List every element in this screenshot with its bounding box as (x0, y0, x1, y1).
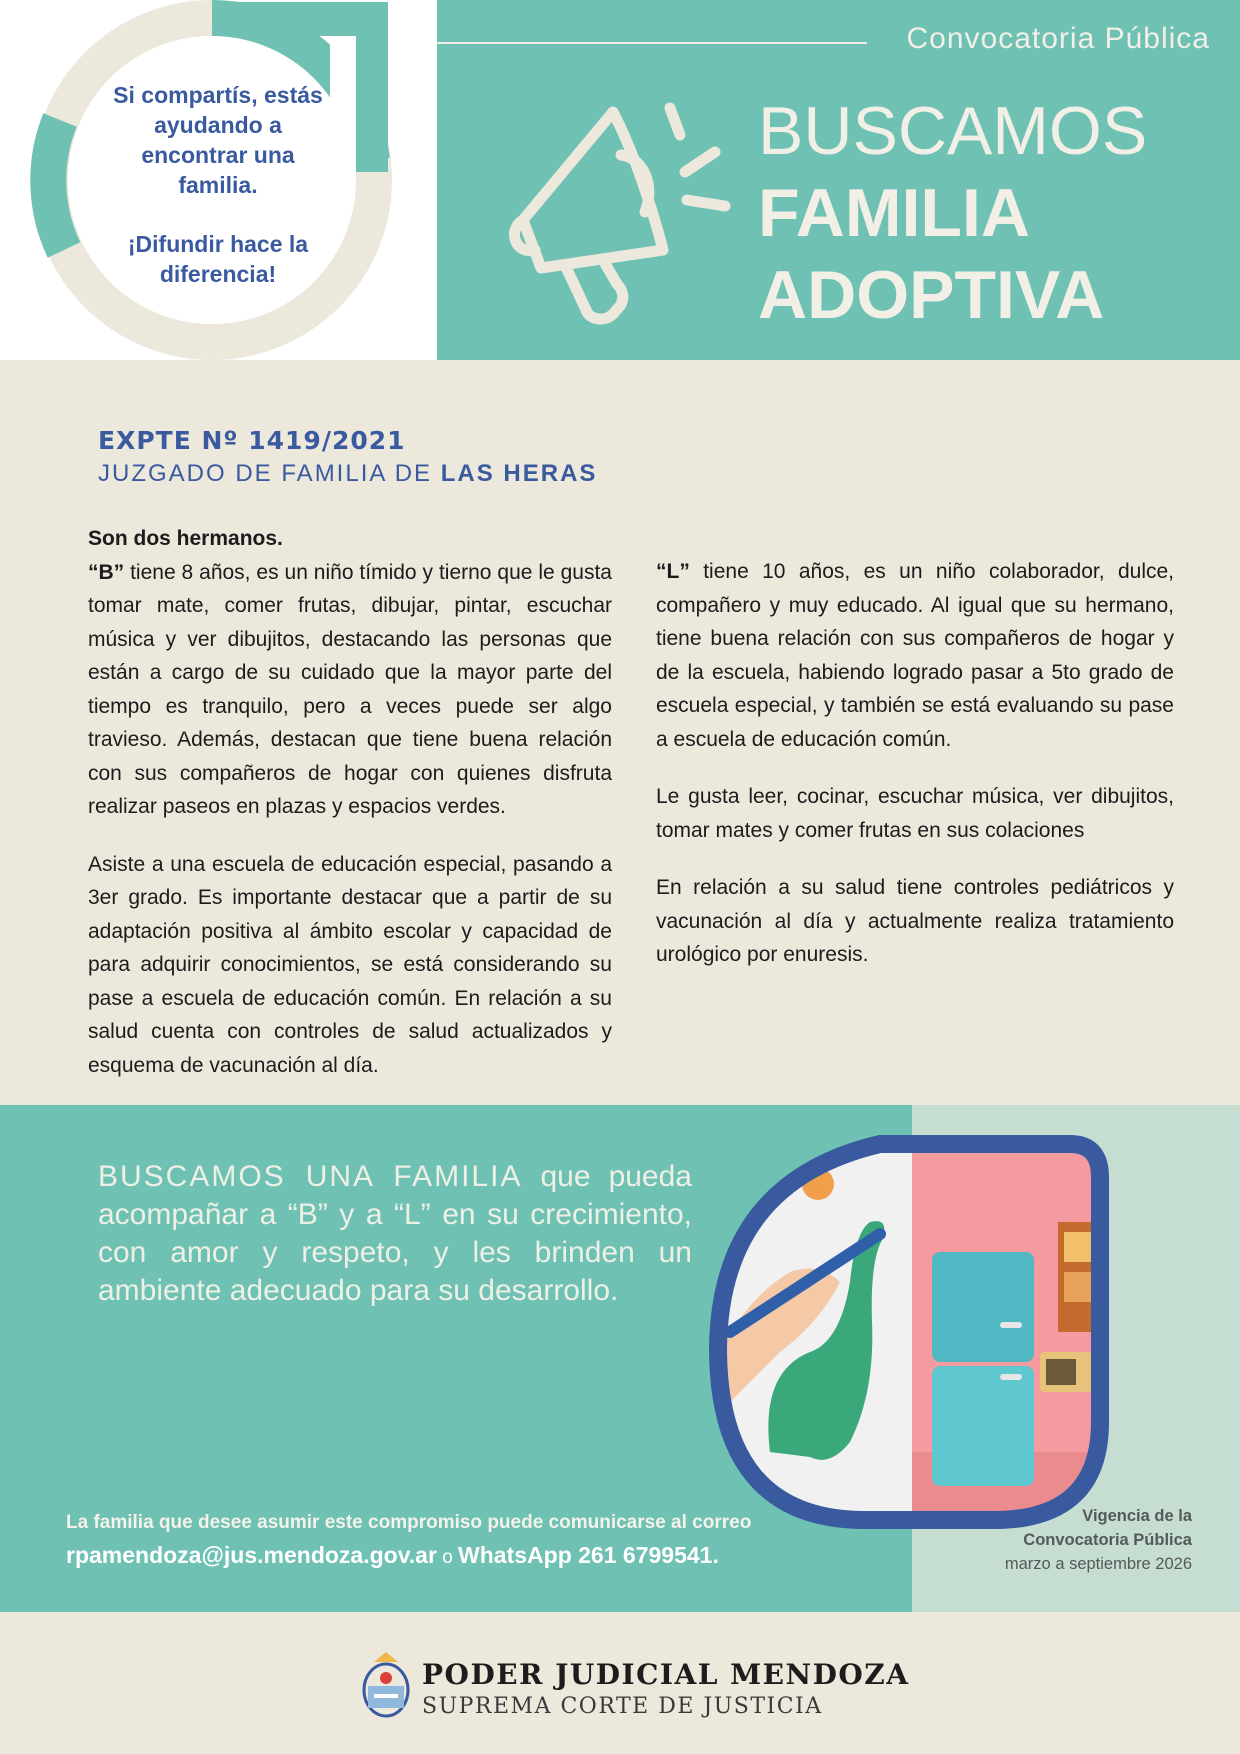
header (0, 0, 1240, 360)
validity-label-2: Convocatoria Pública (1023, 1531, 1192, 1549)
l-text: tiene 10 años, es un niño colaborador, dulce, compañero y muy educado. Al igual que su hermano, tiene buena relación con sus compañeros de hogar y de la escuela, habiendo logrado pasar a 5to grado de escuela especial, y también se está evaluando su pase a escuela de educación común. (656, 560, 1174, 751)
court-place: LAS HERAS (440, 460, 598, 487)
left-column (88, 522, 612, 1082)
appeal-lead: BUSCAMOS UNA FAMILIA (98, 1160, 523, 1193)
contact-separator: o (436, 1547, 459, 1568)
b-paragraph-1 (88, 556, 612, 824)
l-label: “L” (656, 560, 690, 583)
org-name: PODER JUDICIAL MENDOZA (422, 1658, 910, 1691)
l-paragraph-3: En relación a su salud tiene controles pediátricos y vacunación al día y actualmente realiza tratamiento urológico por enuresis. (656, 876, 1174, 966)
l-paragraph-1 (656, 555, 1174, 756)
megaphone-icon (495, 100, 745, 330)
child-drawing-illustration-icon (700, 1122, 1120, 1542)
headline-light: BUSCAMOS (758, 93, 1148, 169)
headline-bold-2: ADOPTIVA (758, 257, 1105, 333)
appeal-body: que pueda acompañar a “B” y a “L” en su crecimiento, con amor y respeto, y les brinden un ambiente adecuado para su desarrollo. (98, 1160, 692, 1307)
share-message (100, 80, 336, 289)
contact-details (66, 1542, 719, 1569)
contact-whatsapp[interactable]: WhatsApp 261 6799541. (458, 1542, 719, 1568)
b-paragraph-2: Asiste a una escuela de educación especial, pasando a 3er grado. Es importante destacar que a partir de su adaptación positiva al ámbito escolar y capacidad de para adquirir conocimientos, se está considerando su pase a escuela de educación común. En relación a su salud cuenta con controles de salud actualizados y esquema de vacunación al día. (88, 852, 612, 1077)
share-line-1: Si compartís, estás ayudando a encontrar una familia. (113, 82, 323, 198)
b-text: tiene 8 años, es un niño tímido y tierno que le gusta tomar mate, comer frutas, dibujar, pintar, escuchar música y ver dibujitos, destacando las personas que están a cargo de su cuidado que la mayor parte del tiempo es tranquilo, pero a veces puede ser algo travieso. Además, destacan que tiene buena relación con sus compañeros de hogar con quienes disfruta realizar paseos en plazas y espacios verdes. (88, 560, 612, 818)
share-line-2: ¡Difundir hace la diferencia! (127, 231, 309, 287)
convocatoria-label: Convocatoria Pública (906, 22, 1210, 55)
intro-text: Son dos hermanos. (88, 527, 283, 550)
appeal-text (98, 1158, 692, 1310)
court-name (98, 460, 597, 488)
share-panel (0, 0, 437, 360)
right-column (656, 555, 1174, 972)
validity-period: marzo a septiembre 2026 (1004, 1555, 1192, 1573)
contact-intro: La familia que desee asumir este compromiso puede comunicarse al correo (66, 1512, 752, 1533)
court-prefix: JUZGADO DE FAMILIA DE (98, 460, 433, 487)
contact-email[interactable]: rpamendoza@jus.mendoza.gov.ar (66, 1542, 437, 1568)
headline (758, 90, 1147, 336)
b-label: “B” (88, 560, 125, 584)
case-number: EXPTE Nº 1419/2021 (98, 426, 406, 455)
court-seal-icon (360, 1650, 412, 1720)
org-subtitle: SUPREMA CORTE DE JUSTICIA (422, 1694, 823, 1719)
validity-label-1: Vigencia de la (1082, 1507, 1192, 1525)
title-divider (437, 42, 867, 44)
validity-info (940, 1504, 1192, 1576)
l-paragraph-2: Le gusta leer, cocinar, escuchar música, ver dibujitos, tomar mates y comer frutas en sus colaciones (656, 785, 1174, 842)
headline-bold-1: FAMILIA (758, 175, 1030, 251)
